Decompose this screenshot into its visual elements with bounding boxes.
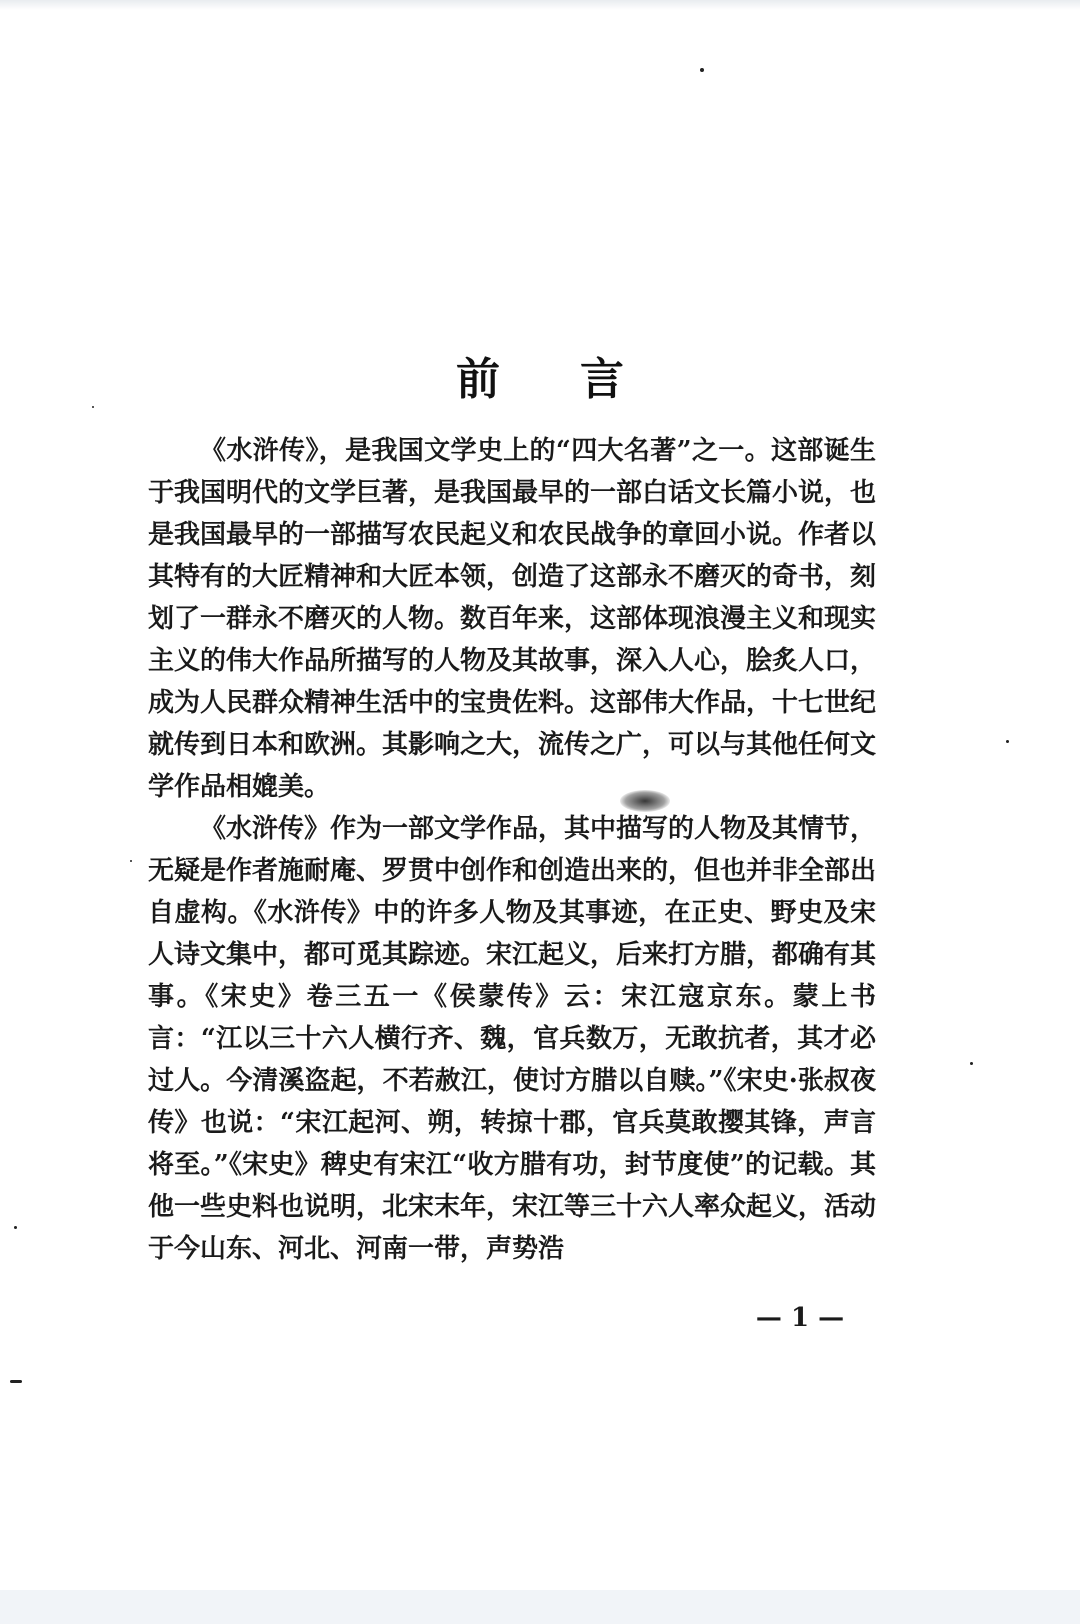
ink-smudge xyxy=(620,790,670,812)
scan-top-edge xyxy=(0,0,1080,10)
page-number: — 1 — xyxy=(755,1303,845,1333)
scan-speck xyxy=(130,860,132,862)
scan-speck xyxy=(10,1380,22,1383)
paragraph-1: 《水浒传》，是我国文学史上的“四大名著”之一。这部诞生于我国明代的文学巨著，是我国最早的一部白话文长篇小说，也是我国最早的一部描写农民起义和农民战争的章回小说。作者以其特有的大匠精神和大匠本领，创造了这部永不磨灭的奇书，刻划了一群永不磨灭的人物。数百年来，这部体现浪漫主义和现实主义的伟大作品所描写的人物及其故事，深入人心，脍炙人口，成为人民群众精神生活中的宝贵佐料。这部伟大作品，十七世纪就传到日本和欧洲。其影响之大，流传之广，可以与其他任何文学作品相媲美。 xyxy=(148,436,877,802)
scan-speck xyxy=(14,1226,17,1229)
scan-speck xyxy=(92,406,94,408)
scan-speck xyxy=(700,68,704,72)
scan-speck xyxy=(1006,740,1009,743)
scan-speck xyxy=(970,1062,973,1065)
paragraph-2: 《水浒传》作为一部文学作品，其中描写的人物及其情节，无疑是作者施耐庵、罗贯中创作和创造出来的，但也并非全部出自虚构。《水浒传》中的许多人物及其事迹，在正史、野史及宋人诗文集中，都可觅其踪迹。宋江起义，后来打方腊，都确有其事。《宋史》卷三五一《侯蒙传》云：宋江寇京东。蒙上书言：“江以三十六人横行齐、魏，官兵数万，无敢抗者，其才必过人。今清溪盗起，不若赦江，使讨方腊以自赎。”《宋史·张叔夜传》也说：“宋江起河、朔，转掠十郡，官兵莫敢撄其锋，声言将至。”《宋史》稗史有宋江“收方腊有功，封节度使”的记载。其他一些史料也说明，北宋末年，宋江等三十六人率众起义，活动于今山东、河北、河南一带，声势浩 xyxy=(148,814,877,1264)
document-body xyxy=(148,430,876,1270)
page-title: 前言 xyxy=(456,354,704,405)
scan-bottom-band xyxy=(0,1590,1080,1624)
